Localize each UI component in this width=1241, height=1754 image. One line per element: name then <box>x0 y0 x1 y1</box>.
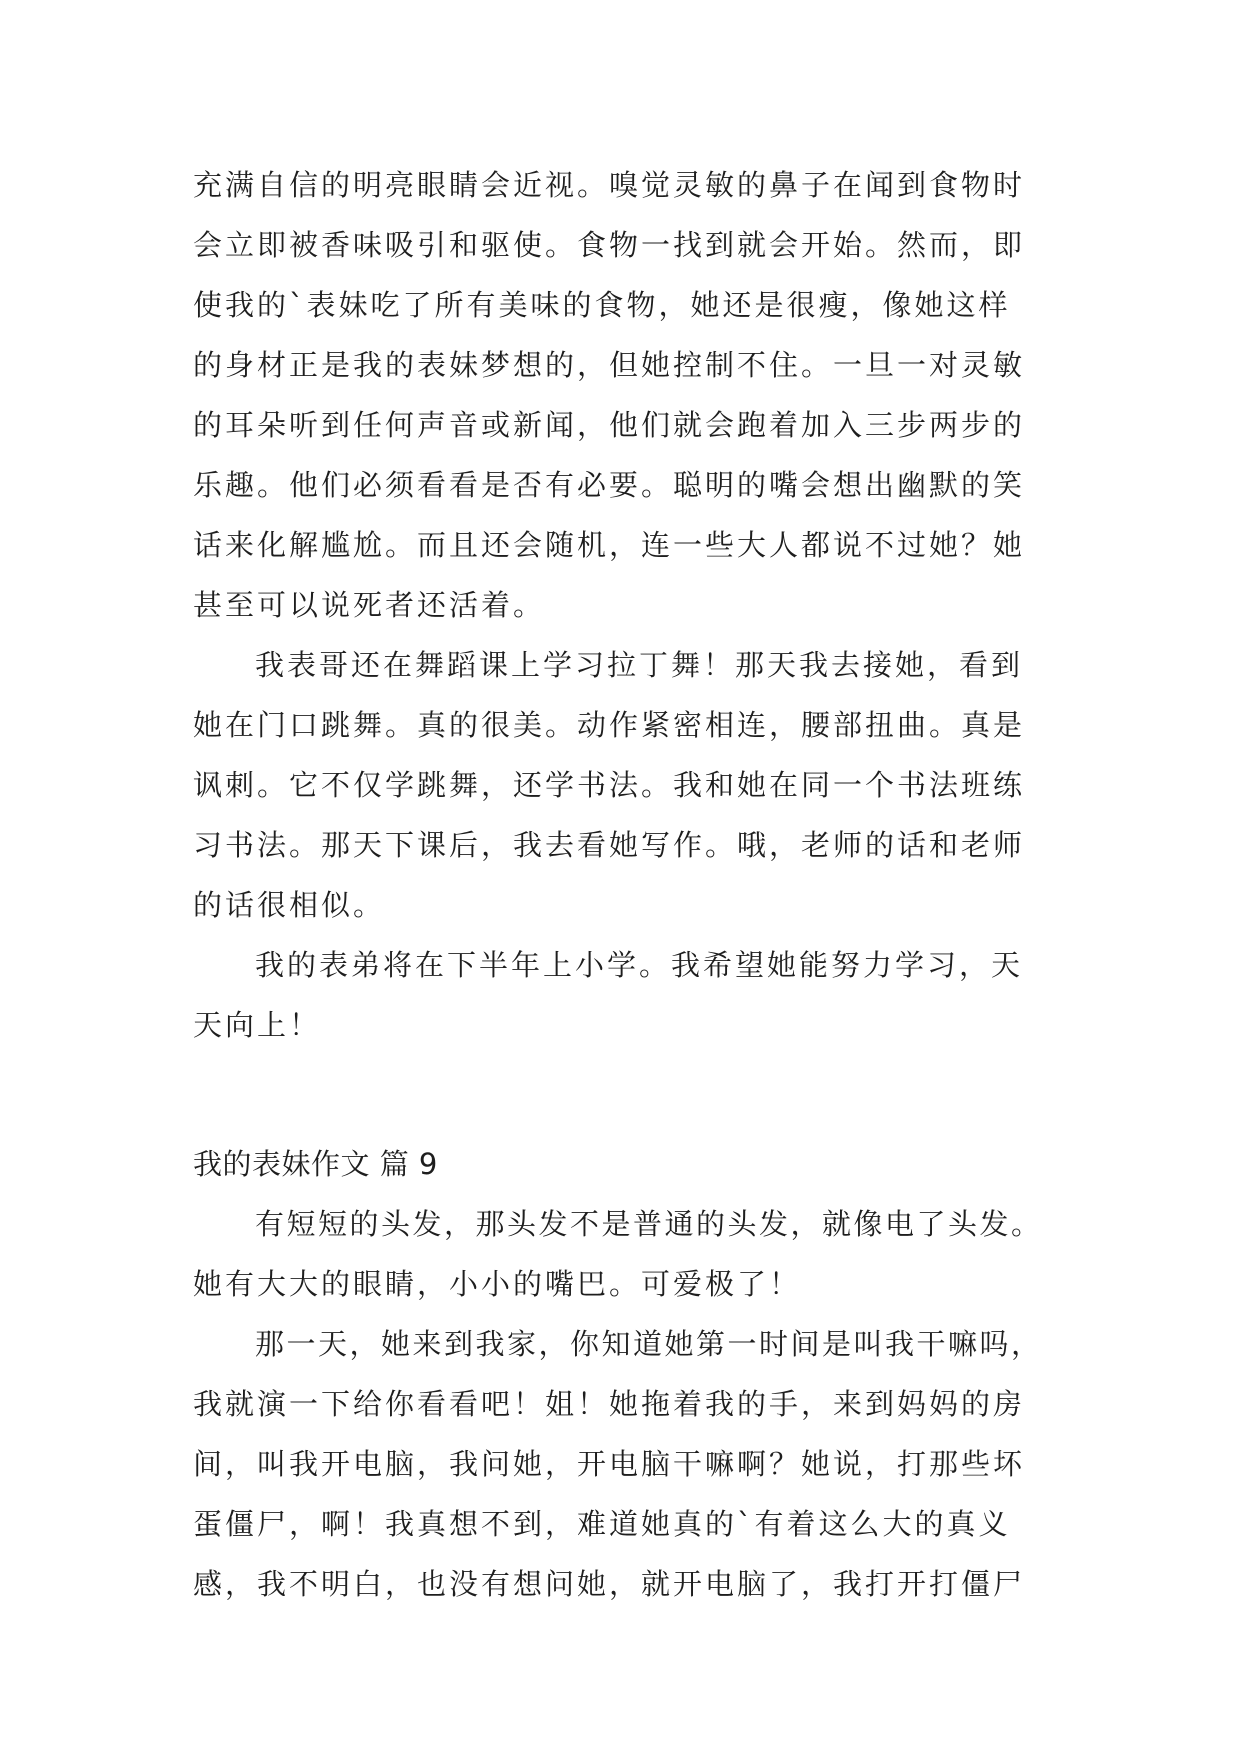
text-line: 我就演一下给你看看吧！姐！她拖着我的手，来到妈妈的房 <box>193 1387 1026 1421</box>
paragraph-that-day <box>193 1314 1049 1614</box>
paragraph-short-hair <box>193 1194 1049 1314</box>
text-line: 讽刺。它不仅学跳舞，还学书法。我和她在同一个书法班练 <box>193 768 1026 802</box>
paragraph-continued <box>193 155 1049 635</box>
paragraph-latin-dance <box>193 635 1049 935</box>
text-line: 有短短的头发，那头发不是普通的头发，就像电了头发。 <box>255 1207 1043 1241</box>
text-line: 甚至可以说死者还活着。 <box>193 588 546 622</box>
text-line: 的话很相似。 <box>193 888 386 922</box>
text-line: 会立即被香味吸引和驱使。食物一找到就会开始。然而，即 <box>193 228 1026 262</box>
text-line: 的身材正是我的表妹梦想的，但她控制不住。一旦一对灵敏 <box>193 348 1026 382</box>
text-line: 间，叫我开电脑，我问她，开电脑干嘛啊？她说，打那些坏 <box>193 1447 1026 1481</box>
text-line: 蛋僵尸，啊！我真想不到，难道她真的`有着这么大的真义 <box>193 1507 1011 1541</box>
text-line: 我表哥还在舞蹈课上学习拉丁舞！那天我去接她，看到 <box>255 648 1024 682</box>
text-line: 使我的`表妹吃了所有美味的食物，她还是很瘦，像她这样 <box>193 288 1011 322</box>
text-line: 我的表弟将在下半年上小学。我希望她能努力学习，天 <box>255 948 1024 982</box>
text-line: 话来化解尴尬。而且还会随机，连一些大人都说不过她？她 <box>193 528 1026 562</box>
text-line: 充满自信的明亮眼睛会近视。嗅觉灵敏的鼻子在闻到食物时 <box>193 168 1026 202</box>
paragraph-primary-school <box>193 935 1049 1055</box>
text-line: 乐趣。他们必须看看是否有必要。聪明的嘴会想出幽默的笑 <box>193 468 1026 502</box>
text-column <box>193 155 1049 1614</box>
text-line: 那一天，她来到我家，你知道她第一时间是叫我干嘛吗， <box>255 1327 1043 1361</box>
text-line: 她有大大的眼睛，小小的嘴巴。可爱极了！ <box>193 1267 802 1301</box>
text-line: 习书法。那天下课后，我去看她写作。哦，老师的话和老师 <box>193 828 1026 862</box>
text-line: 天向上！ <box>193 1008 322 1042</box>
section-spacer <box>193 1055 1049 1134</box>
text-line: 的耳朵听到任何声音或新闻，他们就会跑着加入三步两步的 <box>193 408 1026 442</box>
text-line: 感，我不明白，也没有想问她，就开电脑了，我打开打僵尸 <box>193 1567 1026 1601</box>
text-line: 她在门口跳舞。真的很美。动作紧密相连，腰部扭曲。真是 <box>193 708 1026 742</box>
section-heading: 我的表妹作文 篇 9 <box>193 1147 438 1181</box>
